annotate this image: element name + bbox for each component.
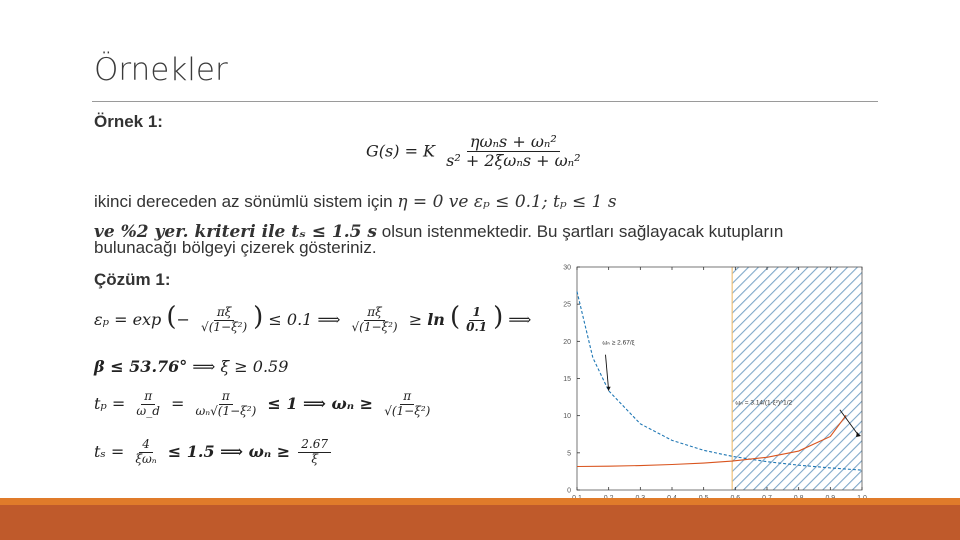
eq1-ln: ln	[427, 310, 445, 329]
eq1-den-1: √(1−ξ²)	[201, 320, 248, 334]
eq1-right-paren: )	[253, 302, 264, 332]
transfer-fraction	[443, 133, 583, 171]
eq2-rest: ⟹ ξ ≥ 0.59	[192, 357, 289, 376]
problem-line-2-text: olsun istenmektedir. Bu şartları sağlayacak kutupların	[381, 222, 784, 241]
eq3-den-3: √(1−ξ²)	[384, 403, 431, 418]
problem-line-3: bulunacağı bölgeyi çizerek gösteriniz.	[94, 238, 377, 257]
eq1-num-1: πξ	[214, 306, 235, 321]
equation-settling-time	[94, 438, 334, 467]
eq1-num-2: πξ	[364, 306, 385, 321]
eq3-num-3: π	[400, 390, 414, 405]
y-tick-label: 20	[563, 338, 571, 346]
eq1-den-2: √(1−ξ²)	[351, 320, 398, 334]
pole-region-plot	[545, 262, 875, 502]
problem-line-2-math: ve %2 yer. kriteri ile tₛ ≤ 1.5 s	[94, 222, 377, 242]
equation-overshoot	[94, 302, 531, 335]
eq1-geq: ≥	[408, 310, 423, 329]
footer-accent-bar	[0, 498, 960, 505]
eq1-den-3: 0.1	[466, 320, 488, 334]
eq1-implies: ⟹	[508, 310, 532, 329]
eq4-den-2: ξ	[311, 451, 318, 466]
eq1-num-3: 1	[469, 306, 483, 321]
problem-line-1-text: ikinci dereceden az sönümlü sistem için	[94, 192, 393, 211]
eq1-fraction-1	[198, 306, 250, 335]
eq1-lhs: εₚ = exp	[94, 310, 162, 329]
y-tick-label: 10	[563, 413, 571, 421]
equation-beta	[94, 357, 288, 376]
eq3-fraction-3	[381, 390, 433, 419]
eq3-lhs: tₚ =	[94, 393, 126, 413]
slide-title: Örnekler	[94, 52, 228, 88]
eq1-minus: −	[176, 310, 190, 329]
eq4-num-1: 4	[139, 438, 153, 453]
eq3-fraction-1	[133, 390, 162, 419]
eq3-middle: ≤ 1 ⟹ ωₙ ≥	[267, 393, 374, 413]
shaded-region	[732, 267, 862, 490]
eq2-bold: β ≤ 53.76°	[94, 357, 188, 376]
transfer-function	[366, 133, 587, 171]
solution-heading: Çözüm 1:	[94, 270, 171, 289]
eq4-fraction-1	[132, 438, 159, 467]
eq3-equals: =	[170, 393, 185, 413]
eq1-left-paren: (	[166, 302, 177, 332]
eq3-num-1: π	[141, 390, 155, 405]
transfer-denominator: s² + 2ξωₙs + ωₙ²	[446, 151, 581, 171]
footer-bar	[0, 505, 960, 540]
y-tick-label: 25	[563, 301, 571, 309]
y-tick-label: 5	[567, 450, 571, 458]
transfer-lhs: G(s) = K	[366, 141, 436, 161]
y-tick-label: 15	[563, 376, 571, 383]
y-tick-label: 0	[567, 487, 571, 495]
eq1-ln-right-paren: )	[493, 302, 504, 332]
equation-peak-time	[94, 390, 436, 419]
transfer-numerator: ηωₙs + ωₙ²	[467, 133, 560, 152]
y-tick-label: 30	[563, 264, 571, 272]
eq1-fraction-3	[463, 306, 490, 335]
eq4-fraction-2	[298, 438, 331, 467]
eq4-lhs: tₛ =	[94, 441, 125, 461]
problem-line-1	[94, 192, 617, 212]
annotation-label-1: ωₙ = 3.14/(1-ξ²)^1/2	[735, 399, 793, 407]
annotation-arrow-0	[606, 355, 609, 391]
problem-line-1-math: η = 0 ve εₚ ≤ 0.1; tₚ ≤ 1 s	[397, 192, 617, 212]
eq1-fraction-2	[348, 306, 400, 335]
annotation-label-0: ωₙ ≥ 2.67/ξ	[602, 339, 635, 347]
eq3-den-1: ω_d	[136, 403, 160, 418]
eq1-ln-left-paren: (	[450, 302, 461, 332]
eq3-den-2: ωₙ√(1−ξ²)	[195, 403, 257, 418]
eq4-den-1: ξωₙ	[135, 451, 157, 466]
eq4-middle: ≤ 1.5 ⟹ ωₙ ≥	[167, 441, 291, 461]
eq4-num-2: 2.67	[298, 438, 331, 453]
eq3-fraction-2	[192, 390, 259, 419]
eq3-num-2: π	[219, 390, 233, 405]
eq1-middle: ≤ 0.1 ⟹	[268, 310, 341, 329]
title-divider	[92, 101, 878, 102]
example-heading: Örnek 1:	[94, 112, 163, 131]
